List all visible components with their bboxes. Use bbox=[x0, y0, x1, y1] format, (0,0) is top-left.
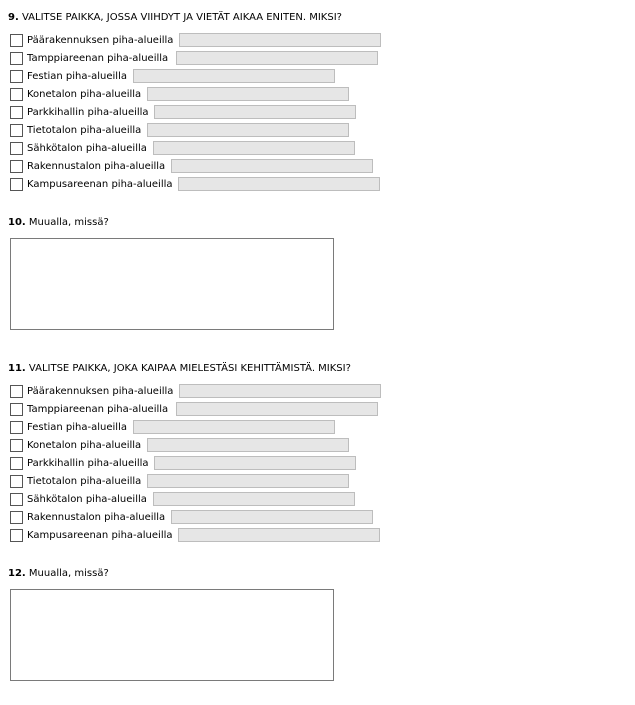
reason-input[interactable] bbox=[153, 141, 355, 155]
option-checkbox[interactable] bbox=[10, 403, 23, 416]
option-label: Sähkötalon piha-alueilla bbox=[27, 143, 147, 154]
reason-input[interactable] bbox=[133, 420, 335, 434]
reason-input[interactable] bbox=[147, 87, 349, 101]
question-number: 12. bbox=[8, 568, 26, 579]
option-checkbox[interactable] bbox=[10, 34, 23, 47]
reason-input[interactable] bbox=[171, 159, 373, 173]
other-place-textarea[interactable] bbox=[10, 589, 334, 681]
option-label: Konetalon piha-alueilla bbox=[27, 440, 142, 451]
option-checkbox[interactable] bbox=[10, 88, 23, 101]
reason-input[interactable] bbox=[147, 123, 349, 137]
reason-input[interactable] bbox=[176, 51, 378, 65]
option-checkbox[interactable] bbox=[10, 511, 23, 524]
option-checkbox[interactable] bbox=[10, 178, 23, 191]
option-checkbox[interactable] bbox=[10, 529, 23, 542]
option-label: Päärakennuksen piha-alueilla bbox=[27, 386, 174, 397]
option-label: Päärakennuksen piha-alueilla bbox=[27, 35, 174, 46]
reason-input[interactable] bbox=[176, 402, 378, 416]
option-checkbox[interactable] bbox=[10, 457, 23, 470]
reason-input[interactable] bbox=[178, 528, 380, 542]
question-9-heading bbox=[8, 12, 342, 23]
reason-input[interactable] bbox=[147, 474, 349, 488]
option-label: Konetalon piha-alueilla bbox=[27, 89, 142, 100]
option-checkbox[interactable] bbox=[10, 493, 23, 506]
option-label: Rakennustalon piha-alueilla bbox=[27, 161, 166, 172]
reason-input[interactable] bbox=[133, 69, 335, 83]
option-checkbox[interactable] bbox=[10, 475, 23, 488]
question-10-heading bbox=[8, 217, 109, 228]
other-place-textarea[interactable] bbox=[10, 238, 334, 330]
option-checkbox[interactable] bbox=[10, 439, 23, 452]
option-label: Parkkihallin piha-alueilla bbox=[27, 107, 149, 118]
question-12-heading bbox=[8, 568, 109, 579]
option-label: Sähkötalon piha-alueilla bbox=[27, 494, 147, 505]
question-text: Muualla, missä? bbox=[28, 568, 109, 579]
question-11-heading bbox=[8, 363, 351, 374]
option-label: Rakennustalon piha-alueilla bbox=[27, 512, 166, 523]
option-checkbox[interactable] bbox=[10, 385, 23, 398]
option-checkbox[interactable] bbox=[10, 160, 23, 173]
reason-input[interactable] bbox=[171, 510, 373, 524]
option-label: Tietotalon piha-alueilla bbox=[27, 125, 142, 136]
option-checkbox[interactable] bbox=[10, 142, 23, 155]
option-checkbox[interactable] bbox=[10, 52, 23, 65]
reason-input[interactable] bbox=[154, 105, 356, 119]
question-text: VALITSE PAIKKA, JOKA KAIPAA MIELESTÄSI KEHITTÄMISTÄ. MIKSI? bbox=[28, 363, 351, 374]
option-label: Festian piha-alueilla bbox=[27, 71, 127, 82]
reason-input[interactable] bbox=[154, 456, 356, 470]
question-number: 11. bbox=[8, 363, 26, 374]
question-number: 10. bbox=[8, 217, 26, 228]
option-label: Tamppiareenan piha-alueilla bbox=[27, 53, 169, 64]
reason-input[interactable] bbox=[179, 33, 381, 47]
option-checkbox[interactable] bbox=[10, 70, 23, 83]
option-label: Tamppiareenan piha-alueilla bbox=[27, 404, 169, 415]
option-label: Tietotalon piha-alueilla bbox=[27, 476, 142, 487]
option-checkbox[interactable] bbox=[10, 106, 23, 119]
question-number: 9. bbox=[8, 12, 19, 23]
option-label: Parkkihallin piha-alueilla bbox=[27, 458, 149, 469]
option-label: Kampusareenan piha-alueilla bbox=[27, 530, 173, 541]
reason-input[interactable] bbox=[179, 384, 381, 398]
reason-input[interactable] bbox=[178, 177, 380, 191]
option-label: Kampusareenan piha-alueilla bbox=[27, 179, 173, 190]
question-text: Muualla, missä? bbox=[28, 217, 109, 228]
question-text: VALITSE PAIKKA, JOSSA VIIHDYT JA VIETÄT AIKAA ENITEN. MIKSI? bbox=[21, 12, 342, 23]
option-checkbox[interactable] bbox=[10, 421, 23, 434]
reason-input[interactable] bbox=[147, 438, 349, 452]
option-label: Festian piha-alueilla bbox=[27, 422, 127, 433]
option-checkbox[interactable] bbox=[10, 124, 23, 137]
reason-input[interactable] bbox=[153, 492, 355, 506]
